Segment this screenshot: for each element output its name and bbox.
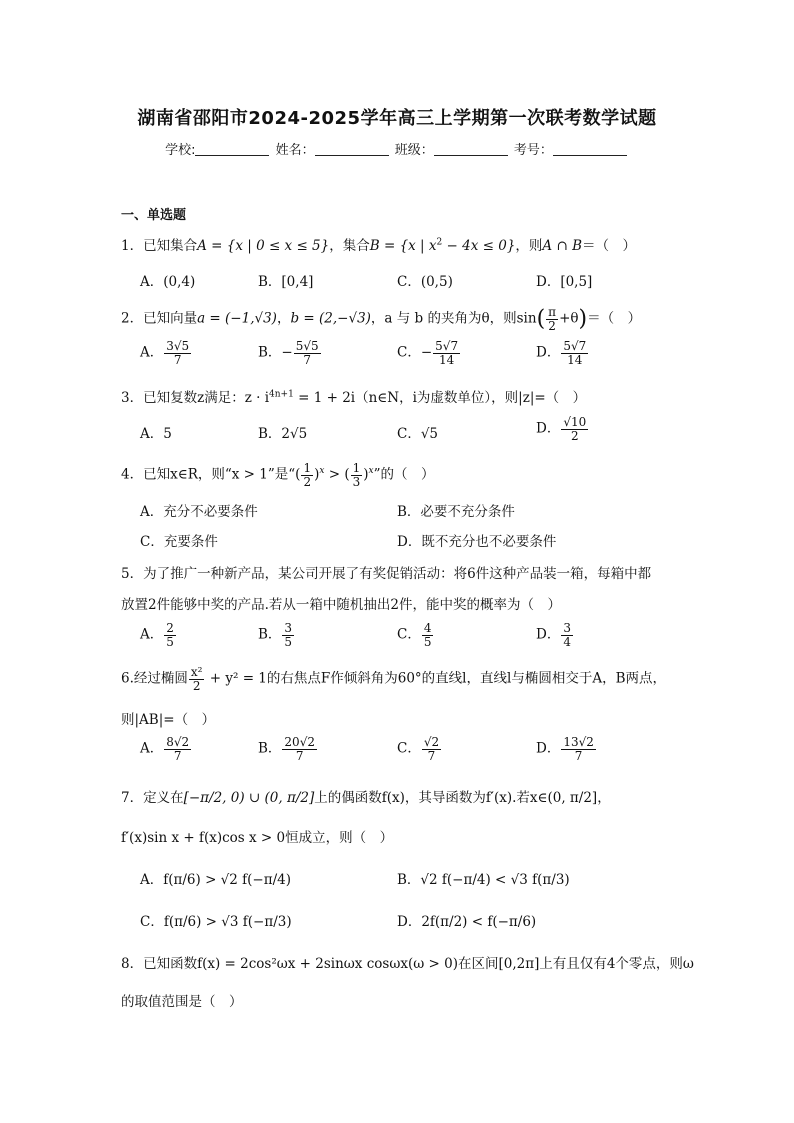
intersection: A ∩ B <box>542 238 582 254</box>
question-7-line-2: f′(x)sin x + f(x)cos x > 0恒成立，则（ ） <box>121 830 394 846</box>
q7-option-c[interactable]: C．f(π/6) > √3 f(−π/3) <box>140 914 292 930</box>
section-heading: 一、单选题 <box>121 208 187 223</box>
q7-option-b[interactable]: B．√2 f(−π/4) < √3 f(π/3) <box>397 872 570 888</box>
q6-option-b[interactable]: B． $\frac{20√2}{7}$ <box>258 735 315 763</box>
question-2: 2．已知向量a = (−1,√3)，b = (2,−√3)，a 与 b 的夹角为θ，则sin( $\frac{\pi}{2}$ +θ)＝（ ） <box>121 305 642 333</box>
student-info-line <box>0 139 794 158</box>
question-6-line-2: 则|AB|=（ ） <box>121 712 216 728</box>
question-1: 1．已知集合A = {x | 0 ≤ x ≤ 5}，集合B = {x | $x^2 - 4x \le 0$}，则A ∩ B＝（ ） <box>121 237 636 254</box>
page-title: 湖南省邵阳市2024-2025学年高三上学期第一次联考数学试题 <box>137 108 657 129</box>
q5-option-d[interactable]: D． $\frac{3}{4}$ <box>536 621 571 649</box>
name-label: 姓名： <box>275 143 315 158</box>
q4-option-c[interactable]: C．充要条件 <box>140 534 218 550</box>
q3-option-c[interactable]: C．√5 <box>397 426 439 442</box>
q6-option-c[interactable]: C． $\frac{√2}{7}$ <box>397 735 440 763</box>
question-6: 6.经过椭圆 $\frac{\text{x²}}{2}$ + y² = 1的右焦点F作倾斜角为60°的直线l，直线l与椭圆相交于A，B两点， <box>121 665 666 693</box>
q6-option-d[interactable]: D． $\frac{13√2}{7}$ <box>536 735 594 763</box>
school-blank[interactable] <box>195 143 269 156</box>
q2-option-d[interactable]: D． $\frac{5√7}{14}$ <box>536 339 587 367</box>
q4-option-b[interactable]: B．必要不充分条件 <box>397 504 515 520</box>
q2-option-a[interactable]: A． $\frac{3√5}{7}$ <box>140 339 190 367</box>
q1-option-d[interactable]: D．[0,5] <box>536 274 593 290</box>
q2-option-b[interactable]: B．− $\frac{5√5}{7}$ <box>258 339 319 367</box>
question-8-line-2: 的取值范围是（ ） <box>121 994 243 1010</box>
q1-option-a[interactable]: A．(0,4) <box>140 274 196 290</box>
q3-option-a[interactable]: A．5 <box>140 426 172 442</box>
q4-option-a[interactable]: A．充分不必要条件 <box>140 504 258 520</box>
class-blank[interactable] <box>434 143 508 156</box>
question-5-line-1: 5．为了推广一种新产品，某公司开展了有奖促销活动：将6件这种产品装一箱，每箱中都 <box>121 566 652 582</box>
q3-option-d[interactable]: D． $\frac{√10}{2}$ <box>536 415 587 443</box>
q5-option-b[interactable]: B． $\frac{3}{5}$ <box>258 621 293 649</box>
q5-option-a[interactable]: A． $\frac{2}{5}$ <box>140 621 174 649</box>
q7-option-d[interactable]: D．2f(π/2) < f(−π/6) <box>397 914 537 930</box>
q7-option-a[interactable]: A．f(π/6) > √2 f(−π/4) <box>140 872 292 888</box>
school-label: 学校: <box>165 143 196 158</box>
q3-option-b[interactable]: B．2√5 <box>258 426 308 442</box>
number-label: 考号： <box>513 143 553 158</box>
class-label: 班级： <box>394 143 434 158</box>
name-blank[interactable] <box>315 143 389 156</box>
number-blank[interactable] <box>553 143 627 156</box>
question-4: 4．已知x∈R，则“x > 1”是“( $\frac{1}{2}$ )$^x$ > ( $\frac{1}{3}$ )$^x$”的（ ） <box>121 461 435 489</box>
q2-option-c[interactable]: C．− $\frac{5√7}{14}$ <box>397 339 459 367</box>
question-8-line-1: 8．已知函数f(x) = 2cos²ωx + 2sinωx cosωx(ω > 0)在区间[0,2π]上有且仅有4个零点，则ω <box>121 956 694 972</box>
q1-option-b[interactable]: B．[0,4] <box>258 274 314 290</box>
set-a: A = {x | 0 ≤ x ≤ 5} <box>197 238 330 254</box>
q6-option-a[interactable]: A． $\frac{8√2}{7}$ <box>140 735 190 763</box>
question-3: 3．已知复数z满足：$z \cdot i^{4n+1} = 1$ + 2i（n∈N，i为虚数单位），则|z|=（ ） <box>121 389 587 406</box>
q4-option-d[interactable]: D．既不充分也不必要条件 <box>397 534 557 550</box>
question-7: 7．定义在[−π/2, 0) ∪ (0, π/2]上的偶函数f(x)，其导函数为f′(x).若x∈(0, π/2]， <box>121 790 611 806</box>
q1-option-c[interactable]: C．(0,5) <box>397 274 453 290</box>
q5-option-c[interactable]: C． $\frac{4}{5}$ <box>397 621 432 649</box>
question-5-line-2: 放置2件能够中奖的产品.若从一箱中随机抽出2件，能中奖的概率为（ ） <box>121 597 561 613</box>
